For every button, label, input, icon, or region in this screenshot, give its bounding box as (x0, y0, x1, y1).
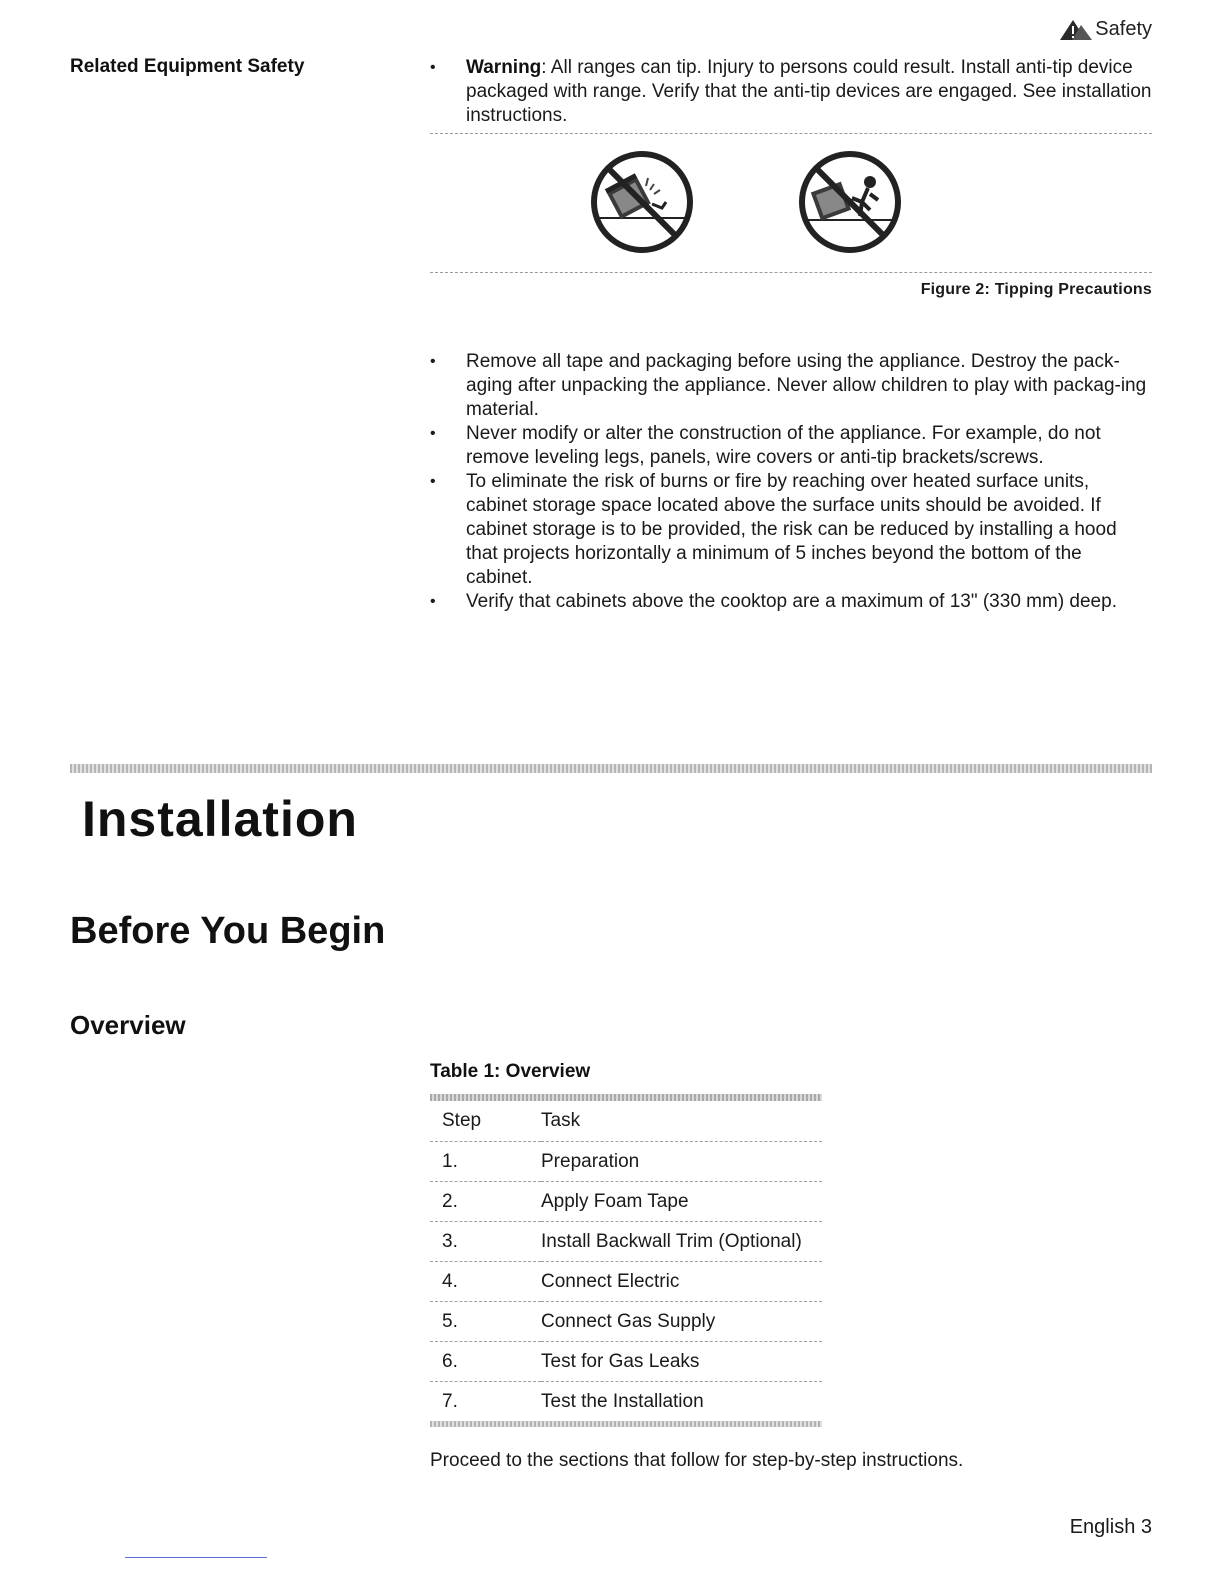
step-task: Test the Installation (541, 1390, 704, 1412)
warning-block (430, 56, 1152, 128)
table-bottom-band (430, 1421, 822, 1427)
page-number: English 3 (1069, 1516, 1152, 1538)
no-tipping-range-icon (588, 148, 696, 256)
table-row (430, 1222, 822, 1262)
step-number: 7. (442, 1390, 458, 1412)
step-task: Preparation (541, 1142, 822, 1182)
figure-caption: Figure 2: Tipping Precautions (920, 281, 1152, 298)
footer-underline (125, 1557, 267, 1558)
bullet-item: • Remove all tape and packaging before using the appliance. Destroy the pack-aging after unpacking the appliance. Never allow children to play with packag-ing material. (430, 350, 1152, 422)
header-section-text: Safety (1095, 18, 1152, 40)
table-header-row (430, 1101, 822, 1142)
column-header-task: Task (541, 1101, 822, 1142)
step-task: Connect Gas Supply (541, 1302, 822, 1342)
step-number: 4. (430, 1262, 541, 1302)
safety-bullet-list (430, 350, 1152, 614)
bullet-item: • To eliminate the risk of burns or fire by reaching over heated surface units, cabinet storage space located above the surface units should be avoided. If cabinet storage is to be provided, the risk can be reduced by installing a hood that projects horizontally a minimum of 5 inches beyond the bottom of the cabinet. (430, 470, 1152, 590)
table-row (430, 1382, 822, 1422)
step-task: Apply Foam Tape (541, 1182, 822, 1222)
proceed-note: Proceed to the sections that follow for step-by-step instructions. (430, 1450, 964, 1471)
warning-label: Warning (466, 57, 542, 78)
warning-text: : All ranges can tip. Injury to persons could result. Install anti-tip device packaged with range. Verify that the anti-tip devices are engaged. See installation instructions. (466, 57, 1152, 126)
related-safety-heading: Related Equipment Safety (70, 56, 305, 77)
step-number: 6. (430, 1342, 541, 1382)
safety-bullets (430, 350, 1152, 614)
figure-top-rule (430, 133, 1152, 134)
step-number: 3. (430, 1222, 541, 1262)
warning-item (430, 56, 1152, 128)
table-top-band (430, 1094, 822, 1101)
warning-triangle-icon (1059, 19, 1093, 41)
step-task: Install Backwall Trim (Optional) (541, 1222, 822, 1262)
figure-bottom-rule (430, 272, 1152, 273)
section-title: Before You Begin (70, 910, 386, 952)
table-row (430, 1302, 822, 1342)
section-divider (70, 764, 1152, 773)
table-row (430, 1342, 822, 1382)
table-row (430, 1262, 822, 1302)
table-title: Table 1: Overview (430, 1061, 591, 1082)
column-header-step: Step (430, 1101, 541, 1142)
warning-list (430, 56, 1152, 128)
chapter-title: Installation (82, 791, 358, 847)
table-row (430, 1182, 822, 1222)
subsection-title: Overview (70, 1010, 186, 1040)
table-row (430, 1142, 822, 1182)
tipping-figure (430, 140, 1152, 270)
step-number: 5. (430, 1302, 541, 1342)
no-climbing-on-door-icon (796, 148, 904, 256)
step-number: 2. (430, 1182, 541, 1222)
bullet-item: • Never modify or alter the construction of the appliance. For example, do not remove leveling legs, panels, wire covers or anti-tip brackets/screws. (430, 422, 1152, 470)
step-task: Connect Electric (541, 1262, 822, 1302)
overview-table (430, 1094, 822, 1427)
step-number: 1. (430, 1142, 541, 1182)
header-section-label (1059, 18, 1152, 41)
bullet-item: • Verify that cabinets above the cooktop are a maximum of 13" (330 mm) deep. (430, 590, 1152, 614)
step-task: Test for Gas Leaks (541, 1342, 822, 1382)
